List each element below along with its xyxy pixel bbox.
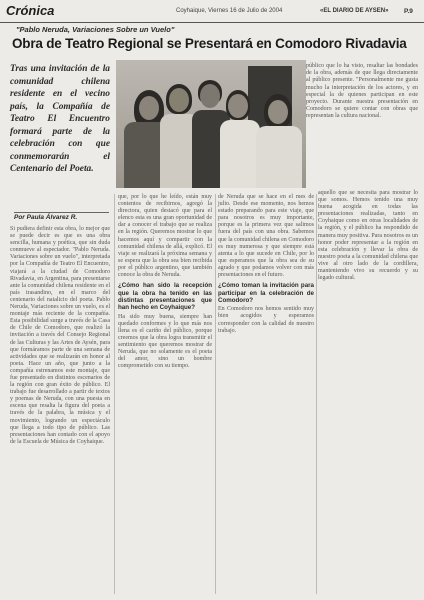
article-photo <box>116 60 306 188</box>
column-rule <box>114 194 115 594</box>
article-column-1: Si pudiera definir esta obra, lo mejor que se puede decir es que es una obra sencilla, humana y poética, que sin duda conmueve al espectador. "Pablo Neruda. Variaciones sobre un vuelo", interpretada por la Compañía de Teatro El Encuentro, viajará a la ciudad de Comodoro Rivadavia, en Argentina, para presentarse ante la comunidad chilena residente en el país trasandino, en el marco del centenario del natalicio del poeta. Pablo Neruda, Variaciones sobre un vuelo, es el montaje más reciente de la compañía. Esta posibilidad surge a través de la Casa de Chile de Comodoro, que realizó la invitación a través del Consejo Regional de las Culturas y las Artes de Aysén, para que formáramos parte de una semana de actividades que se realizarán en honor al poeta. Hace un año, que junto a la compañía estrenamos este montaje, que fue presentado en distintos escenarios de la región con gran éxito de público. El trabajo fue desarrollado a partir de textos y poemas de Neruda, con una puesta en escena que resalta la figura del poeta a través de la palabra, la música y el movimiento, logrando un espectáculo que llega a todo tipo de público. Las presentaciones han contado con el apoyo de la Escuela de Música de Coyhaique. <box>10 226 110 445</box>
photo-person-body <box>220 120 260 188</box>
paper-name: «EL DIARIO DE AYSEN» <box>320 8 389 14</box>
photo-person-face <box>228 94 248 118</box>
photo-person-body <box>256 126 302 188</box>
article-column-3 <box>218 194 314 335</box>
column-rule <box>215 194 216 594</box>
article-headline: Obra de Teatro Regional se Presentará en Comodoro Rivadavia <box>12 36 407 51</box>
photo-person-face <box>268 100 288 124</box>
column-2-answer: Ha sido muy buena, siempre han quedado conformes y lo que más nos llena es el cariño del público, porque creemos que la obra logra transmitir el sentimiento que queremos mostrar de Neruda, que no solamente es el poeta del amor, sino un hombre comprometido con su tiempo. <box>118 313 212 370</box>
column-3-text: de Neruda que se hace en el mes de julio. Desde ese momento, nos hemos estado preparando para este viaje, que para nosotros es muy importante, porque es la primera vez que salimos fuera del país con una obra. Sabemos que la comunidad chilena en Comodoro es muy numerosa y que siempre está atenta a lo que sucede en Chile, por lo que esperamos que la obra sea de su agrado y que podamos volver con más presentaciones en el futuro. <box>218 194 314 279</box>
column-rule <box>316 194 317 594</box>
article-lead: Tras una invitación de la comunidad chilena residente en el vecino país, la Compañía de Teatro El Encuentro formará parte de la celebración con que conmemorarán el Centenario del Poeta. <box>10 64 110 174</box>
photo-person-face <box>200 84 220 108</box>
photo-side-text: público que lo ha visto, resaltar las bondades de la obra, además de que llega directamente al público presente. "Personalmente me gusta mucho la interpretación de los actores, y en especial la de quienes participan en este proyecto. Durante nuestra presentación en Comodoro se quiere contar con obras que representan la cultura nacional. <box>306 63 418 120</box>
photo-person-face <box>139 96 159 120</box>
dateline: Coyhaique, Viernes 16 de Julio de 2004 <box>176 8 283 14</box>
page-number: P.9 <box>404 8 413 15</box>
article-byline: Por Paula Álvarez R. <box>14 212 109 221</box>
article-column-4: aquello que se necesita para mostrar lo que somos. Hemos tenido una muy buena acogida en todas las presentaciones realizadas, tanto en Coyhaique como en otras localidades de la región, y el público ha respondido de manera muy positiva. Para nosotros es un honor poder representar a la región en esta celebración y llevar la obra de nuestro poeta a la comunidad chilena que vive al otro lado de la cordillera, manteniendo vivo su recuerdo y su legado cultural. <box>318 190 418 282</box>
interview-question-2: ¿Cómo toman la invitación para participar en la celebración de Comodoro? <box>218 282 314 304</box>
column-3-answer: En Comodoro nos hemos sentido muy bien acogidos y esperamos corresponder con la calidad de nuestro trabajo. <box>218 306 314 334</box>
interview-question-1: ¿Cómo han sido la recepción que la obra ha tenido en las distintas presentaciones que han hecho en Coyhaique? <box>118 282 212 312</box>
article-column-2 <box>118 194 212 371</box>
photo-person-face <box>169 88 189 112</box>
masthead <box>0 0 424 23</box>
article-kicker: "Pablo Neruda, Variaciones Sobre un Vuelo" <box>16 25 175 34</box>
column-2-text: que, por lo que he leído, están muy contentos de recibirnos, agregó la directora, quien destacó que para el elenco esta es una gran oportunidad de dar a conocer el trabajo que se realiza en la región. Queremos mostrar lo que hacemos aquí y compartir con la comunidad chilena de allá, explicó. El viaje se realizará la próxima semana y se espera que la obra sea bien recibida por el público argentino, que también conoce la obra de Neruda. <box>118 194 212 279</box>
section-name: Crónica <box>6 3 55 18</box>
